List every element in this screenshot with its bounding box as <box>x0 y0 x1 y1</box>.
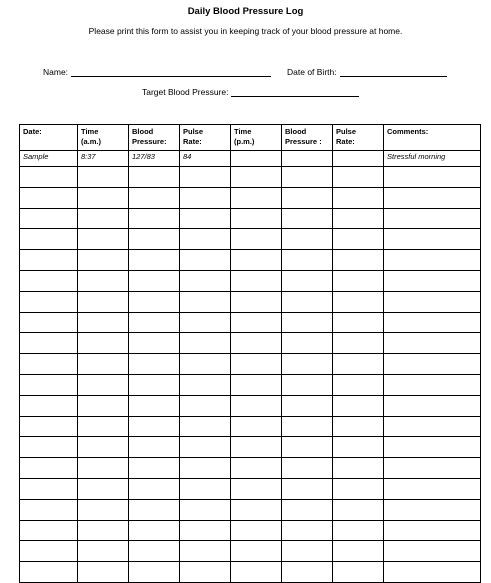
date-cell[interactable] <box>20 374 78 395</box>
bp-pm-cell[interactable] <box>282 541 333 562</box>
sample-time-pm <box>231 151 282 167</box>
bp-am-cell[interactable] <box>129 229 180 250</box>
sample-comments: Stressful morning <box>384 151 481 167</box>
bp-pm-cell[interactable] <box>282 229 333 250</box>
bp-am-cell[interactable] <box>129 541 180 562</box>
sample-bp-pm <box>282 151 333 167</box>
time-am-cell[interactable] <box>78 333 129 354</box>
time-pm-cell[interactable] <box>231 416 282 437</box>
pulse-am-cell[interactable] <box>180 229 231 250</box>
time-am-cell[interactable] <box>78 229 129 250</box>
target-bp-input-line[interactable] <box>231 87 359 97</box>
date-cell[interactable] <box>20 520 78 541</box>
comments-cell[interactable] <box>384 562 481 583</box>
time-am-cell[interactable] <box>78 520 129 541</box>
table-row <box>20 458 481 479</box>
time-am-cell[interactable] <box>78 478 129 499</box>
time-am-cell[interactable] <box>78 541 129 562</box>
time-am-cell[interactable] <box>78 374 129 395</box>
bp-pm-cell[interactable] <box>282 333 333 354</box>
name-field[interactable] <box>43 67 271 77</box>
time-am-cell[interactable] <box>78 208 129 229</box>
time-pm-cell[interactable] <box>231 499 282 520</box>
bp-am-cell[interactable] <box>129 416 180 437</box>
bp-pm-cell[interactable] <box>282 208 333 229</box>
bp-pm-cell[interactable] <box>282 562 333 583</box>
time-pm-cell[interactable] <box>231 354 282 375</box>
bp-pm-cell[interactable] <box>282 458 333 479</box>
bp-pm-cell[interactable] <box>282 478 333 499</box>
header-date: Date: <box>20 125 78 151</box>
time-am-cell[interactable] <box>78 458 129 479</box>
pulse-pm-cell[interactable] <box>333 291 384 312</box>
bp-am-cell[interactable] <box>129 333 180 354</box>
date-cell[interactable] <box>20 187 78 208</box>
bp-am-cell[interactable] <box>129 520 180 541</box>
pulse-pm-cell[interactable] <box>333 541 384 562</box>
comments-cell[interactable] <box>384 208 481 229</box>
comments-cell[interactable] <box>384 291 481 312</box>
date-cell[interactable] <box>20 333 78 354</box>
pulse-am-cell[interactable] <box>180 354 231 375</box>
time-pm-cell[interactable] <box>231 270 282 291</box>
time-am-cell[interactable] <box>78 250 129 271</box>
date-cell[interactable] <box>20 291 78 312</box>
time-am-cell[interactable] <box>78 312 129 333</box>
time-am-cell[interactable] <box>78 354 129 375</box>
date-cell[interactable] <box>20 541 78 562</box>
target-bp-field[interactable] <box>142 87 359 97</box>
pulse-am-cell[interactable] <box>180 208 231 229</box>
date-cell[interactable] <box>20 354 78 375</box>
time-am-cell[interactable] <box>78 291 129 312</box>
comments-cell[interactable] <box>384 167 481 188</box>
table-header-row <box>20 125 481 151</box>
time-pm-cell[interactable] <box>231 562 282 583</box>
pulse-pm-cell[interactable] <box>333 187 384 208</box>
time-pm-cell[interactable] <box>231 333 282 354</box>
pulse-am-cell[interactable] <box>180 374 231 395</box>
bp-pm-cell[interactable] <box>282 520 333 541</box>
pulse-am-cell[interactable] <box>180 250 231 271</box>
table-row <box>20 167 481 188</box>
pulse-am-cell[interactable] <box>180 270 231 291</box>
instructions-text: Please print this form to assist you in keeping track of your blood pressure at home. <box>88 26 403 36</box>
bp-pm-cell[interactable] <box>282 312 333 333</box>
bp-pm-cell[interactable] <box>282 374 333 395</box>
time-am-cell[interactable] <box>78 562 129 583</box>
time-am-cell[interactable] <box>78 167 129 188</box>
table-row <box>20 291 481 312</box>
pulse-am-cell[interactable] <box>180 478 231 499</box>
bp-am-cell[interactable] <box>129 354 180 375</box>
date-cell[interactable] <box>20 229 78 250</box>
pulse-am-cell[interactable] <box>180 499 231 520</box>
target-bp-label: Target Blood Pressure: <box>142 87 229 97</box>
pulse-am-cell[interactable] <box>180 520 231 541</box>
comments-cell[interactable] <box>384 395 481 416</box>
bp-pm-cell[interactable] <box>282 416 333 437</box>
bp-am-cell[interactable] <box>129 437 180 458</box>
pulse-pm-cell[interactable] <box>333 354 384 375</box>
comments-cell[interactable] <box>384 478 481 499</box>
comments-cell[interactable] <box>384 437 481 458</box>
bp-am-cell[interactable] <box>129 395 180 416</box>
dob-label: Date of Birth: <box>287 67 337 77</box>
bp-pm-cell[interactable] <box>282 187 333 208</box>
pulse-am-cell[interactable] <box>180 437 231 458</box>
comments-cell[interactable] <box>384 458 481 479</box>
pulse-pm-cell[interactable] <box>333 499 384 520</box>
header-time-pm: Time (p.m.) <box>231 125 282 151</box>
table-row <box>20 541 481 562</box>
time-pm-cell[interactable] <box>231 312 282 333</box>
time-pm-cell[interactable] <box>231 458 282 479</box>
table-row <box>20 354 481 375</box>
time-am-cell[interactable] <box>78 395 129 416</box>
table-row <box>20 229 481 250</box>
table-row <box>20 312 481 333</box>
comments-cell[interactable] <box>384 541 481 562</box>
table-row <box>20 499 481 520</box>
bp-am-cell[interactable] <box>129 374 180 395</box>
table-row <box>20 478 481 499</box>
header-pulse-pm: Pulse Rate: <box>333 125 384 151</box>
table-row <box>20 374 481 395</box>
name-input-line[interactable] <box>71 67 271 77</box>
pulse-pm-cell[interactable] <box>333 229 384 250</box>
table-row <box>20 437 481 458</box>
date-cell[interactable] <box>20 458 78 479</box>
bp-am-cell[interactable] <box>129 458 180 479</box>
pulse-am-cell[interactable] <box>180 541 231 562</box>
bp-pm-cell[interactable] <box>282 250 333 271</box>
pulse-am-cell[interactable] <box>180 562 231 583</box>
time-pm-cell[interactable] <box>231 478 282 499</box>
bp-pm-cell[interactable] <box>282 167 333 188</box>
bp-am-cell[interactable] <box>129 208 180 229</box>
time-pm-cell[interactable] <box>231 208 282 229</box>
bp-am-cell[interactable] <box>129 187 180 208</box>
table-row <box>20 416 481 437</box>
bp-am-cell[interactable] <box>129 167 180 188</box>
date-cell[interactable] <box>20 562 78 583</box>
date-cell[interactable] <box>20 416 78 437</box>
pulse-pm-cell[interactable] <box>333 167 384 188</box>
bp-pm-cell[interactable] <box>282 499 333 520</box>
bp-pm-cell[interactable] <box>282 291 333 312</box>
header-comments: Comments: <box>384 125 481 151</box>
table-row <box>20 333 481 354</box>
comments-cell[interactable] <box>384 312 481 333</box>
time-am-cell[interactable] <box>78 437 129 458</box>
bp-pm-cell[interactable] <box>282 354 333 375</box>
pulse-pm-cell[interactable] <box>333 333 384 354</box>
time-am-cell[interactable] <box>78 499 129 520</box>
time-pm-cell[interactable] <box>231 520 282 541</box>
pulse-pm-cell[interactable] <box>333 562 384 583</box>
time-pm-cell[interactable] <box>231 541 282 562</box>
time-pm-cell[interactable] <box>231 291 282 312</box>
pulse-pm-cell[interactable] <box>333 208 384 229</box>
comments-cell[interactable] <box>384 250 481 271</box>
pulse-am-cell[interactable] <box>180 395 231 416</box>
date-cell[interactable] <box>20 270 78 291</box>
table-row <box>20 250 481 271</box>
comments-cell[interactable] <box>384 270 481 291</box>
table-row <box>20 520 481 541</box>
time-pm-cell[interactable] <box>231 229 282 250</box>
bp-am-cell[interactable] <box>129 270 180 291</box>
header-time-am: Time (a.m.) <box>78 125 129 151</box>
header-pulse-am: Pulse Rate: <box>180 125 231 151</box>
bp-am-cell[interactable] <box>129 312 180 333</box>
time-am-cell[interactable] <box>78 187 129 208</box>
bp-am-cell[interactable] <box>129 478 180 499</box>
blood-pressure-log-table <box>19 124 481 583</box>
header-bp-pm: Blood Pressure : <box>282 125 333 151</box>
table-row <box>20 270 481 291</box>
time-am-cell[interactable] <box>78 270 129 291</box>
pulse-am-cell[interactable] <box>180 416 231 437</box>
pulse-am-cell[interactable] <box>180 458 231 479</box>
comments-cell[interactable] <box>384 416 481 437</box>
dob-field[interactable] <box>287 67 447 77</box>
time-pm-cell[interactable] <box>231 250 282 271</box>
time-pm-cell[interactable] <box>231 374 282 395</box>
bp-pm-cell[interactable] <box>282 437 333 458</box>
pulse-pm-cell[interactable] <box>333 312 384 333</box>
sample-time-am: 8:37 <box>78 151 129 167</box>
comments-cell[interactable] <box>384 520 481 541</box>
date-cell[interactable] <box>20 478 78 499</box>
table-row <box>20 395 481 416</box>
time-pm-cell[interactable] <box>231 187 282 208</box>
pulse-am-cell[interactable] <box>180 291 231 312</box>
time-pm-cell[interactable] <box>231 395 282 416</box>
time-pm-cell[interactable] <box>231 167 282 188</box>
bp-am-cell[interactable] <box>129 291 180 312</box>
comments-cell[interactable] <box>384 187 481 208</box>
table-row <box>20 208 481 229</box>
comments-cell[interactable] <box>384 333 481 354</box>
pulse-pm-cell[interactable] <box>333 250 384 271</box>
pulse-pm-cell[interactable] <box>333 458 384 479</box>
bp-am-cell[interactable] <box>129 499 180 520</box>
time-pm-cell[interactable] <box>231 437 282 458</box>
pulse-pm-cell[interactable] <box>333 395 384 416</box>
pulse-am-cell[interactable] <box>180 312 231 333</box>
comments-cell[interactable] <box>384 499 481 520</box>
pulse-am-cell[interactable] <box>180 187 231 208</box>
bp-am-cell[interactable] <box>129 562 180 583</box>
date-cell[interactable] <box>20 499 78 520</box>
pulse-pm-cell[interactable] <box>333 416 384 437</box>
time-am-cell[interactable] <box>78 416 129 437</box>
sample-pulse-pm <box>333 151 384 167</box>
pulse-pm-cell[interactable] <box>333 478 384 499</box>
bp-pm-cell[interactable] <box>282 395 333 416</box>
dob-input-line[interactable] <box>340 67 447 77</box>
sample-date: Sample <box>20 151 78 167</box>
sample-pulse-am: 84 <box>180 151 231 167</box>
table-row <box>20 562 481 583</box>
pulse-pm-cell[interactable] <box>333 270 384 291</box>
bp-pm-cell[interactable] <box>282 270 333 291</box>
bp-am-cell[interactable] <box>129 250 180 271</box>
name-label: Name: <box>43 67 69 77</box>
date-cell[interactable] <box>20 437 78 458</box>
pulse-pm-cell[interactable] <box>333 437 384 458</box>
sample-row <box>20 151 481 167</box>
header-bp-am: Blood Pressure: <box>129 125 180 151</box>
pulse-pm-cell[interactable] <box>333 520 384 541</box>
comments-cell[interactable] <box>384 374 481 395</box>
date-cell[interactable] <box>20 250 78 271</box>
table-row <box>20 187 481 208</box>
pulse-am-cell[interactable] <box>180 333 231 354</box>
pulse-pm-cell[interactable] <box>333 374 384 395</box>
comments-cell[interactable] <box>384 354 481 375</box>
sample-bp-am: 127/83 <box>129 151 180 167</box>
comments-cell[interactable] <box>384 229 481 250</box>
date-cell[interactable] <box>20 395 78 416</box>
pulse-am-cell[interactable] <box>180 167 231 188</box>
date-cell[interactable] <box>20 208 78 229</box>
date-cell[interactable] <box>20 312 78 333</box>
date-cell[interactable] <box>20 167 78 188</box>
page-title: Daily Blood Pressure Log <box>187 6 304 17</box>
